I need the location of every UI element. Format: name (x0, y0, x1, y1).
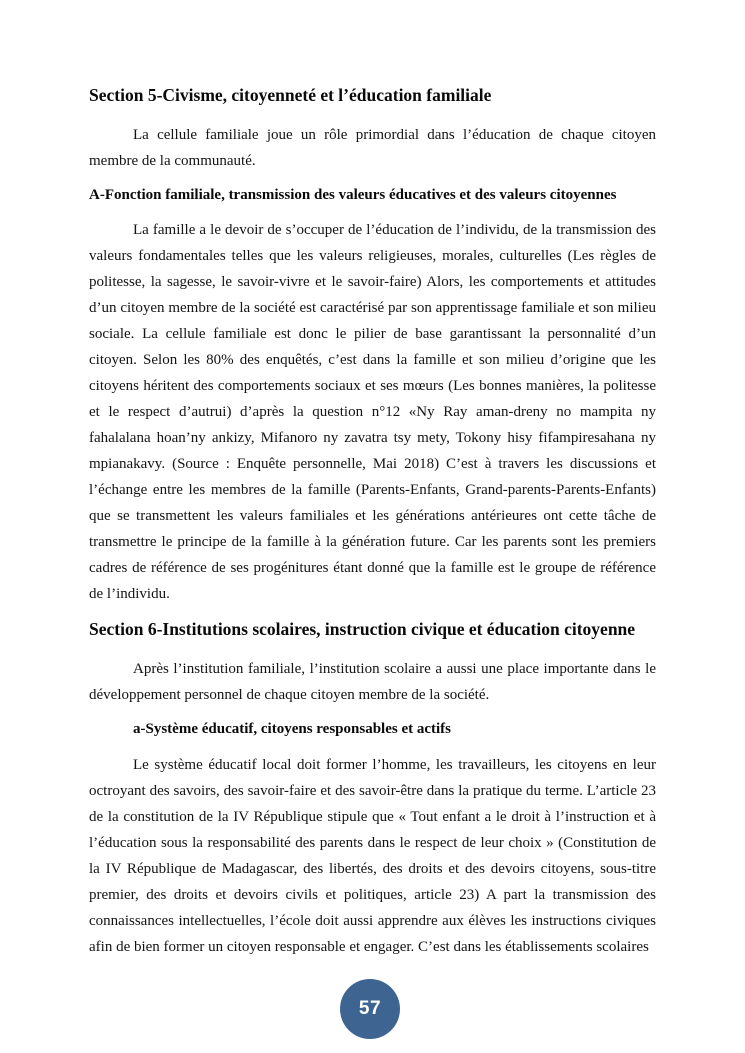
paragraph-family-values: La famille a le devoir de s’occuper de l’éducation de l’individu, de la transmission des valeurs fondamentales telles que les valeurs religieuses, morales, culturelles (Les règles de politesse, la sagesse, le savoir-vivre et le savoir-faire) Alors, les comportements et attitudes d’un citoyen membre de la société est caractérisé par son apprentissage familiale et son milieu sociale. La cellule familiale est donc le pilier de base garantissant la personnalité d’un citoyen. Selon les 80% des enquêtés, c’est dans la famille et son milieu d’origine que les citoyens héritent des comportements sociaux et ses mœurs (Les bonnes manières, la politesse et le respect d’autrui) d’après la question n°12 «Ny Ray aman-dreny no mampita ny fahalalana hoan’ny ankizy, Mifanoro ny zavatra tsy mety, Tokony hisy fifampiresahana ny mpianakavy. (Source : Enquête personnelle, Mai 2018) C’est à travers les discussions et l’échange entre les membres de la famille (Parents-Enfants, Grand-parents-Parents-Enfants) que se transmettent les valeurs familiales et les générations antérieures ont cette tâche de transmettre le principe de la famille à la génération future. Car les parents sont les premiers cadres de référence de ses progénitures étant donné que la famille est le groupe de référence de l’individu. (89, 222, 656, 602)
paragraph-school-institution: Après l’institution familiale, l’institution scolaire a aussi une place importante dans le développement personnel de chaque citoyen membre de la société. (89, 661, 656, 703)
page-content (89, 84, 656, 971)
page-number: 57 (358, 998, 382, 1019)
subsection-a-heading: A-Fonction familiale, transmission des valeurs éducatives et des valeurs citoyennes (89, 187, 617, 203)
paragraph-education-system: Le système éducatif local doit former l’homme, les travailleurs, les citoyens en leur octroyant des savoirs, des savoir-faire et des savoir-être dans la pratique du terme. L’article 23 de la constitution de la IV République stipule que « Tout enfant a le droit à l’instruction et à l’éducation sous la responsabilité des parents dans le respect de leur choix » (Constitution de la IV République de Madagascar, des libertés, des droits et des devoirs citoyens, sous-titre premier, des droits et devoirs civils et politiques, article 23) A part la transmission des connaissances intellectuelles, l’école doit aussi apprendre aux élèves les instructions civiques afin de bien former un citoyen responsable et engager. C’est dans les établissements scolaires (89, 757, 656, 955)
page-number-badge (340, 979, 400, 1039)
section-5-heading: Section 5-Civisme, citoyenneté et l’éducation familiale (89, 85, 492, 105)
section-6-heading: Section 6-Institutions scolaires, instruction civique et éducation citoyenne (89, 619, 636, 639)
paragraph-family-role: La cellule familiale joue un rôle primordial dans l’éducation de chaque citoyen membre de la communauté. (89, 127, 656, 169)
subsection-small-a-heading: a-Système éducatif, citoyens responsables et actifs (133, 721, 452, 737)
